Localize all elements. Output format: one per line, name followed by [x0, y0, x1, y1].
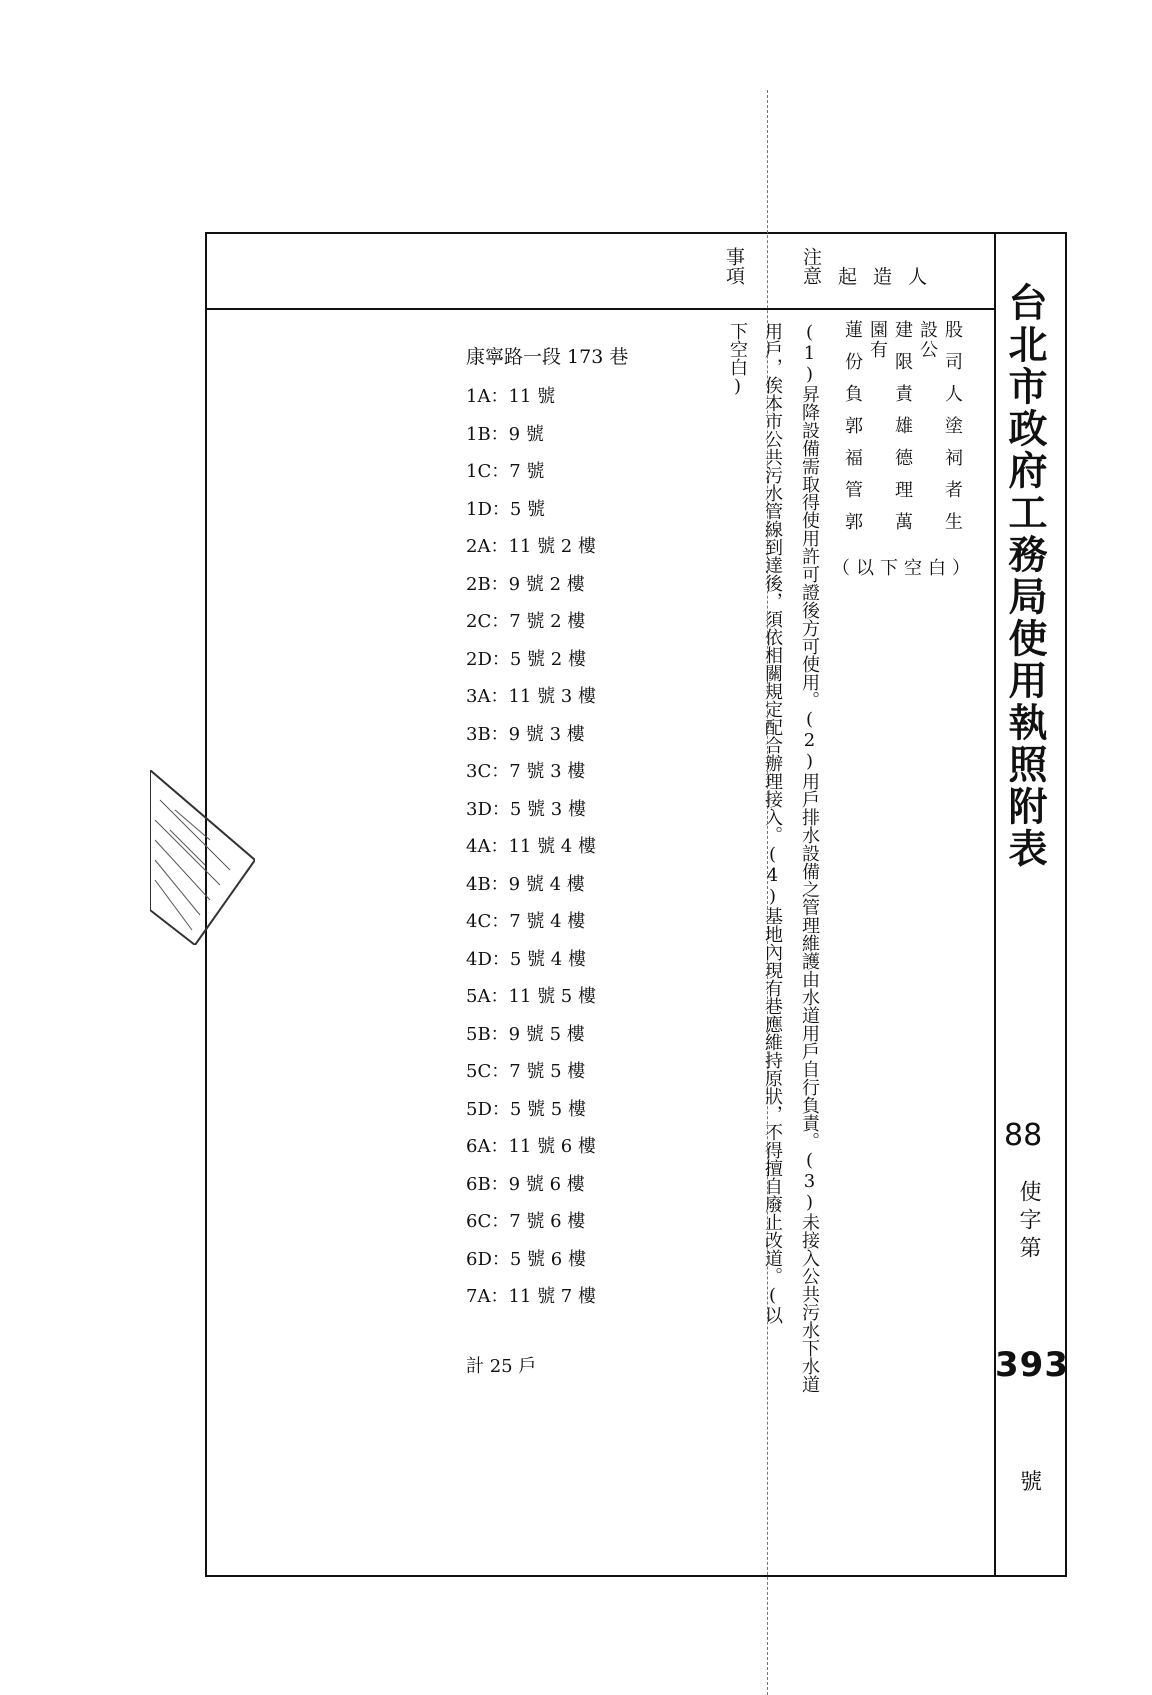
list-item: 1C：7 號	[466, 461, 545, 482]
builder-col-5: 蓮份負郭福管郭	[842, 320, 863, 544]
permit-number: 393	[995, 1345, 1069, 1385]
list-item: 3D：5 號 3 樓	[466, 798, 586, 820]
list-item: 6C：7 號 6 樓	[466, 1211, 586, 1232]
list-item: 1D：5 號	[466, 498, 546, 520]
builder-col-2: 設公	[917, 320, 938, 360]
list-item: 5C：7 號 5 樓	[466, 1061, 586, 1082]
list-item: 7A：11 號 7 樓	[466, 1286, 596, 1307]
unit-total: 計 25 戶	[466, 1356, 537, 1377]
permit-word: 使字第	[1016, 1180, 1041, 1264]
list-item: 1B：9 號	[466, 423, 544, 445]
list-item: 3C：7 號 3 樓	[466, 761, 586, 782]
partial-seal-stamp	[150, 770, 255, 945]
list-item: 2B：9 號 2 樓	[466, 573, 585, 595]
builder-col-3: 建限責雄德理萬	[892, 320, 913, 544]
document-title: 台北市政府工務局使用執照附表	[1002, 282, 1048, 870]
list-item: 6D：5 號 6 樓	[466, 1248, 586, 1270]
list-item: 6A：11 號 6 樓	[466, 1136, 596, 1157]
list-item: 2C：7 號 2 樓	[466, 611, 586, 632]
list-item: 4A：11 號 4 樓	[466, 836, 596, 857]
table-frame	[205, 232, 1067, 1577]
address-list	[466, 338, 628, 1316]
list-item: 4B：9 號 4 樓	[466, 873, 585, 895]
builder-end-note: （以下空白）	[832, 558, 976, 579]
street-name: 康寧路一段 173 巷	[466, 346, 629, 368]
permit-suffix: 號	[1020, 1470, 1043, 1495]
list-item: 2D：5 號 2 樓	[466, 648, 586, 670]
list-item: 6B：9 號 6 樓	[466, 1173, 585, 1195]
permit-year: 88	[1004, 1118, 1043, 1153]
list-item: 3B：9 號 3 樓	[466, 723, 585, 745]
header-notes: 注意	[800, 247, 822, 285]
notes-col-2: 用戶，俟本市公共污水管線到達後，須依相關規定配合辦理接入。(4)基地內現有巷應維持原狀，不得擅自廢止改道。(以	[762, 322, 783, 1324]
list-item: 5D：5 號 5 樓	[466, 1098, 586, 1120]
list-item: 5A：11 號 5 樓	[466, 986, 596, 1007]
header-row-divider	[205, 308, 994, 310]
list-item: 3A：11 號 3 樓	[466, 686, 596, 707]
builder-col-4: 園有	[867, 320, 888, 360]
header-builder: 起造人	[838, 266, 944, 288]
list-item: 2A：11 號 2 樓	[466, 536, 596, 557]
list-item: 4C：7 號 4 樓	[466, 911, 586, 932]
list-item: 1A：11 號	[466, 386, 556, 407]
header-matters: 事項	[723, 247, 745, 285]
builder-col-1: 股司人塗祠者生	[942, 320, 963, 544]
notes-col-1: (1)昇降設備需取得使用許可證後方可使用。(2)用戶排水設備之管理維護由水道用戶自行負責。(3)未接入公共污水下水道	[799, 322, 820, 1393]
notes-col-3: 下空白)	[727, 322, 748, 397]
list-item: 4D：5 號 4 樓	[466, 948, 586, 970]
list-item: 5B：9 號 5 樓	[466, 1023, 585, 1045]
